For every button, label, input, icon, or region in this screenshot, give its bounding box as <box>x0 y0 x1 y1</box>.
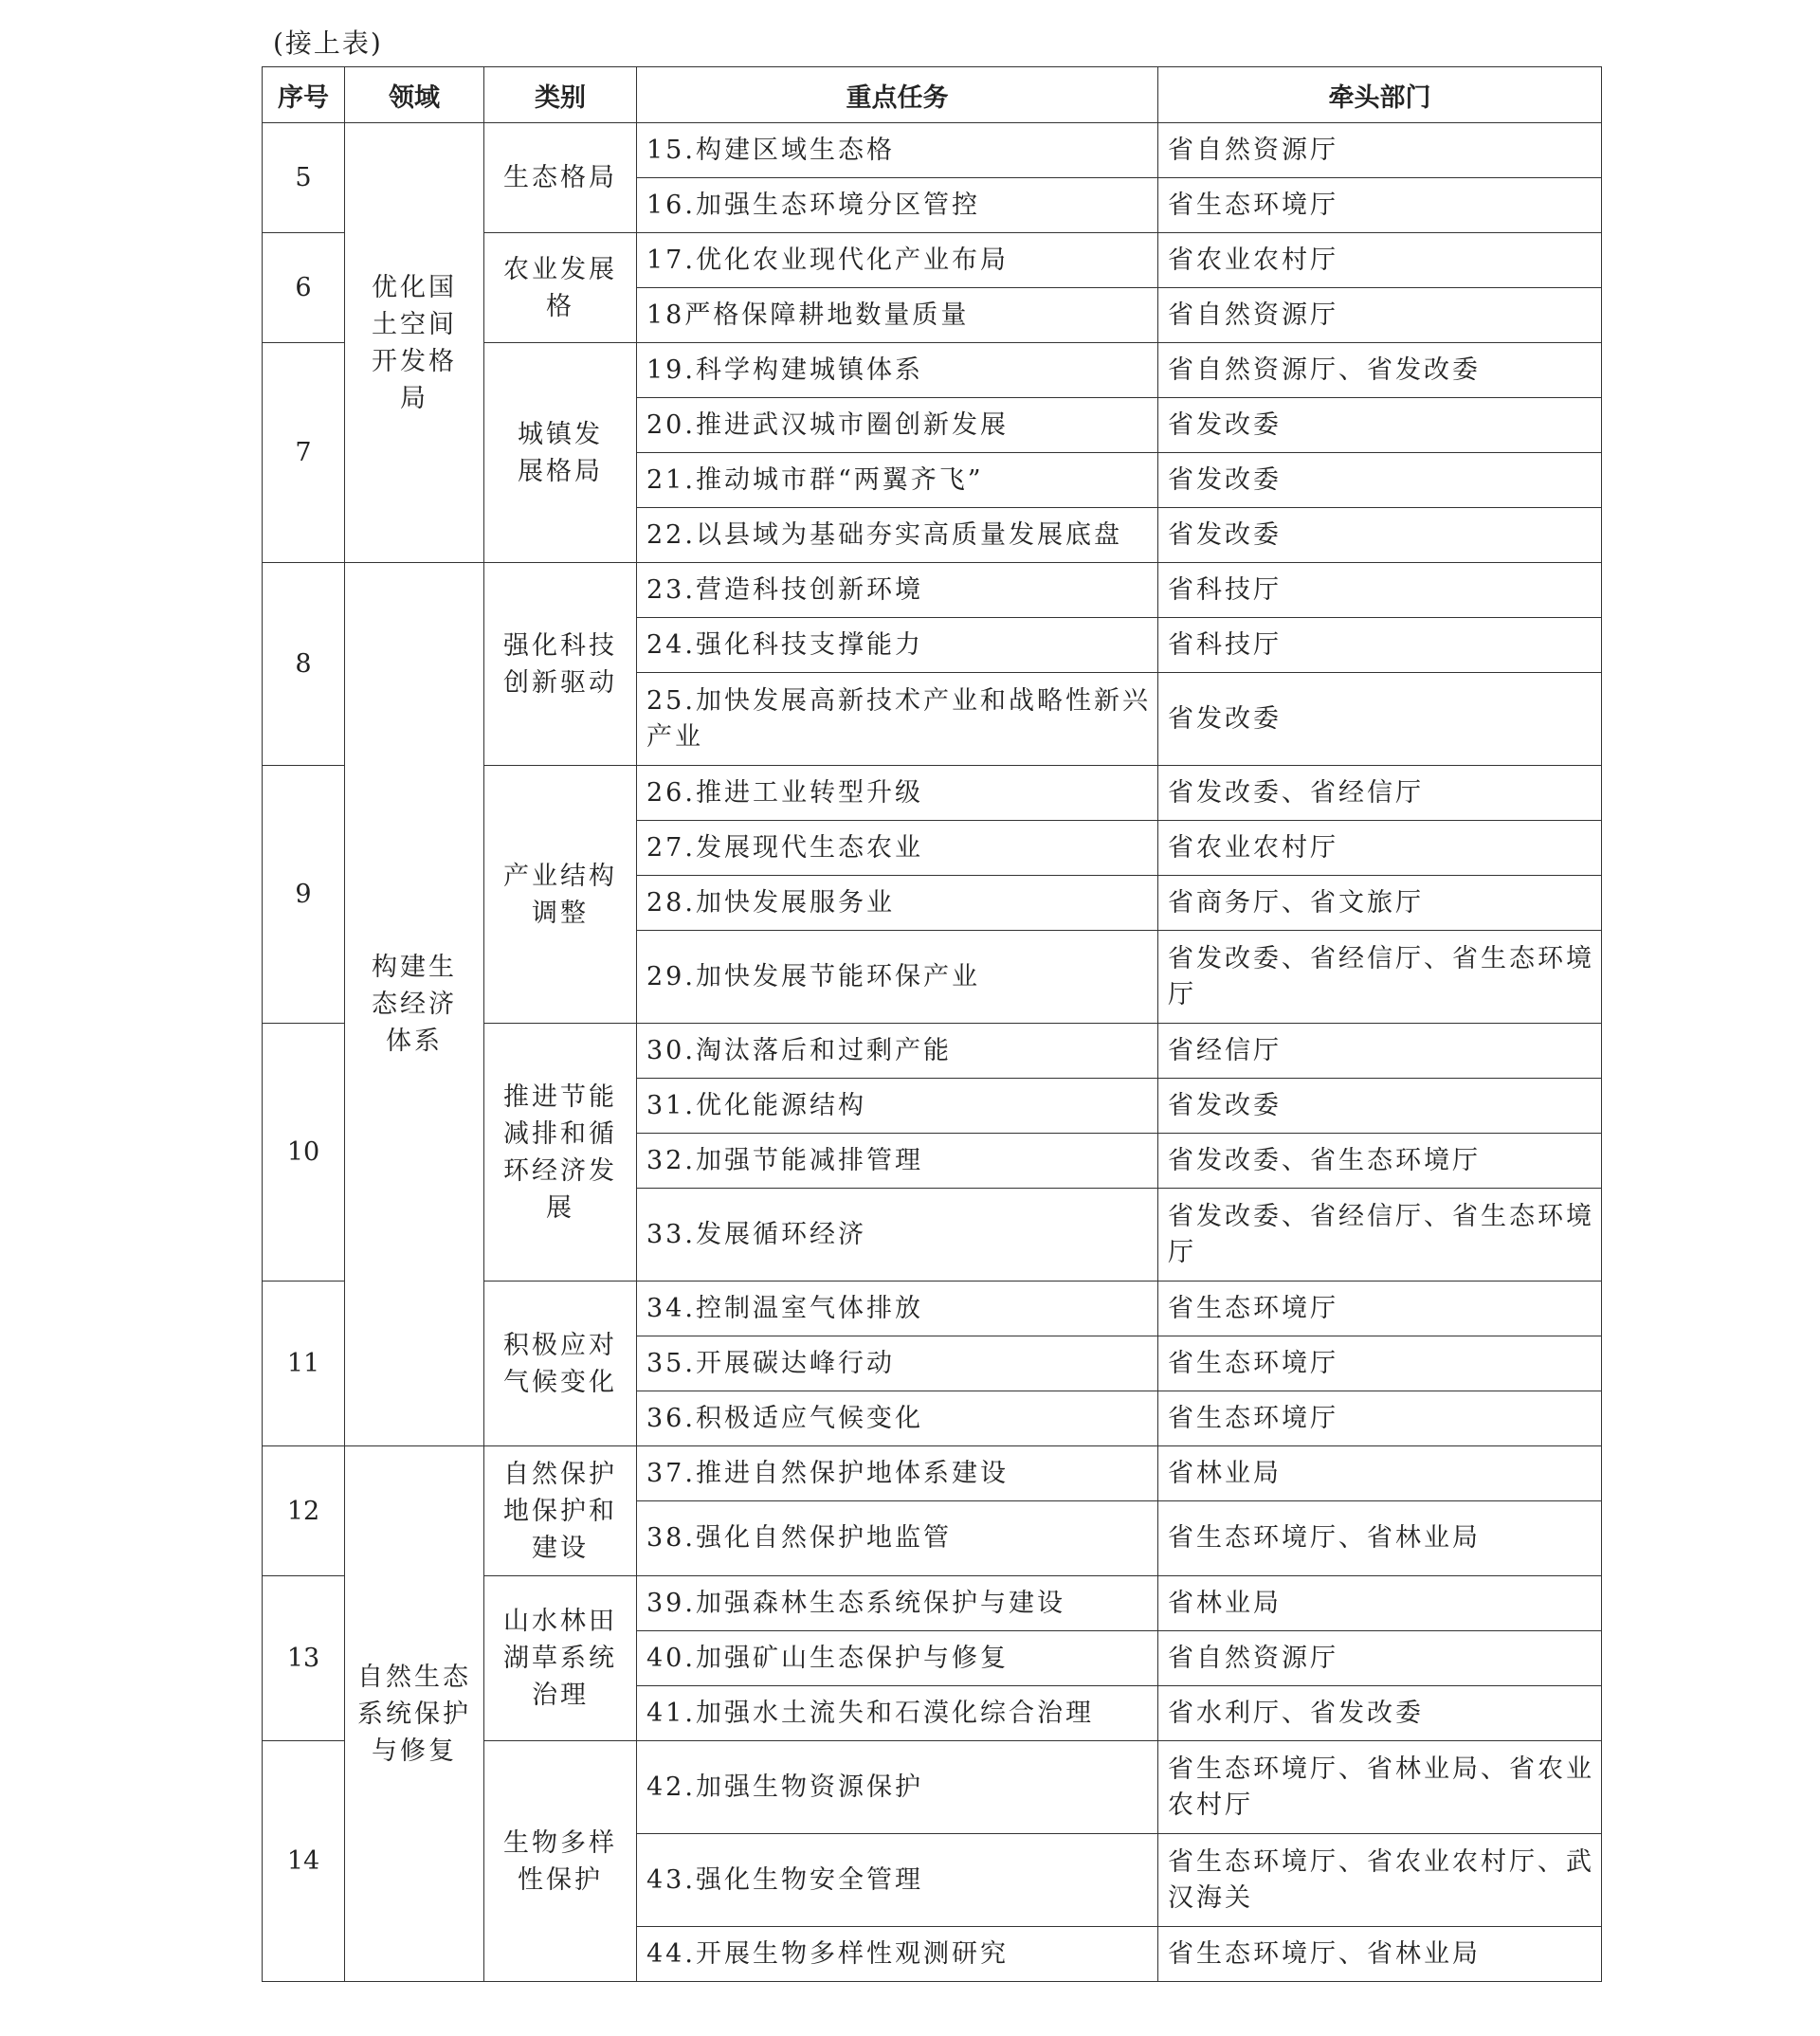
dept-cell: 省科技厅 <box>1158 618 1602 673</box>
table-row <box>263 123 1602 178</box>
category-cell: 产业结构 调整 <box>484 766 637 1024</box>
task-cell: 33.发展循环经济 <box>637 1189 1158 1282</box>
task-cell: 26.推进工业转型升级 <box>637 766 1158 821</box>
row-number: 14 <box>263 1741 345 1982</box>
domain-cell: 构建生 态经济 体系 <box>345 563 484 1446</box>
header-task: 重点任务 <box>637 67 1158 123</box>
task-cell: 39.加强森林生态系统保护与建设 <box>637 1576 1158 1631</box>
dept-cell: 省生态环境厅、省林业局 <box>1158 1927 1602 1982</box>
domain-cell: 优化国 土空间 开发格 局 <box>345 123 484 563</box>
dept-cell: 省自然资源厅 <box>1158 123 1602 178</box>
dept-cell: 省林业局 <box>1158 1446 1602 1501</box>
header-domain: 领域 <box>345 67 484 123</box>
dept-cell: 省发改委、省经信厅、省生态环境 厅 <box>1158 1189 1602 1282</box>
task-cell: 31.优化能源结构 <box>637 1079 1158 1134</box>
task-cell: 24.强化科技支撑能力 <box>637 618 1158 673</box>
task-cell: 18严格保障耕地数量质量 <box>637 288 1158 343</box>
dept-cell: 省发改委 <box>1158 1079 1602 1134</box>
domain-cell: 自然生态 系统保护 与修复 <box>345 1446 484 1982</box>
header-dept: 牵头部门 <box>1158 67 1602 123</box>
row-number: 13 <box>263 1576 345 1741</box>
task-cell: 30.淘汰落后和过剩产能 <box>637 1024 1158 1079</box>
dept-cell: 省生态环境厅、省林业局 <box>1158 1501 1602 1576</box>
dept-cell: 省生态环境厅 <box>1158 178 1602 233</box>
dept-cell: 省自然资源厅、省发改委 <box>1158 343 1602 398</box>
dept-cell: 省发改委 <box>1158 508 1602 563</box>
task-cell: 44.开展生物多样性观测研究 <box>637 1927 1158 1982</box>
task-cell: 25.加快发展高新技术产业和战略性新兴 产业 <box>637 673 1158 766</box>
task-cell: 21.推动城市群“两翼齐飞” <box>637 453 1158 508</box>
row-number: 8 <box>263 563 345 766</box>
category-cell: 积极应对 气候变化 <box>484 1282 637 1446</box>
dept-cell: 省生态环境厅、省农业农村厅、武 汉海关 <box>1158 1834 1602 1927</box>
row-number: 12 <box>263 1446 345 1576</box>
category-cell: 生物多样 性保护 <box>484 1741 637 1982</box>
task-cell: 29.加快发展节能环保产业 <box>637 931 1158 1024</box>
task-cell: 40.加强矿山生态保护与修复 <box>637 1631 1158 1686</box>
dept-cell: 省自然资源厅 <box>1158 1631 1602 1686</box>
dept-cell: 省发改委 <box>1158 673 1602 766</box>
task-cell: 16.加强生态环境分区管控 <box>637 178 1158 233</box>
table-row <box>263 563 1602 618</box>
table-header-row <box>263 67 1602 123</box>
dept-cell: 省水利厅、省发改委 <box>1158 1686 1602 1741</box>
task-cell: 28.加快发展服务业 <box>637 876 1158 931</box>
dept-cell: 省发改委、省生态环境厅 <box>1158 1134 1602 1189</box>
row-number: 11 <box>263 1282 345 1446</box>
category-cell: 自然保护 地保护和 建设 <box>484 1446 637 1576</box>
task-cell: 20.推进武汉城市圈创新发展 <box>637 398 1158 453</box>
dept-cell: 省生态环境厅 <box>1158 1336 1602 1391</box>
dept-cell: 省农业农村厅 <box>1158 233 1602 288</box>
row-number: 6 <box>263 233 345 343</box>
row-number: 9 <box>263 766 345 1024</box>
dept-cell: 省科技厅 <box>1158 563 1602 618</box>
task-cell: 17.优化农业现代化产业布局 <box>637 233 1158 288</box>
task-cell: 19.科学构建城镇体系 <box>637 343 1158 398</box>
dept-cell: 省生态环境厅、省林业局、省农业 农村厅 <box>1158 1741 1602 1834</box>
dept-cell: 省农业农村厅 <box>1158 821 1602 876</box>
task-cell: 34.控制温室气体排放 <box>637 1282 1158 1336</box>
category-cell: 生态格局 <box>484 123 637 233</box>
task-cell: 15.构建区域生态格 <box>637 123 1158 178</box>
dept-cell: 省林业局 <box>1158 1576 1602 1631</box>
task-cell: 37.推进自然保护地体系建设 <box>637 1446 1158 1501</box>
dept-cell: 省商务厅、省文旅厅 <box>1158 876 1602 931</box>
task-cell: 32.加强节能减排管理 <box>637 1134 1158 1189</box>
row-number: 10 <box>263 1024 345 1282</box>
task-cell: 27.发展现代生态农业 <box>637 821 1158 876</box>
row-number: 5 <box>263 123 345 233</box>
key-tasks-table <box>262 66 1602 1982</box>
task-cell: 43.强化生物安全管理 <box>637 1834 1158 1927</box>
dept-cell: 省发改委、省经信厅 <box>1158 766 1602 821</box>
task-cell: 23.营造科技创新环境 <box>637 563 1158 618</box>
dept-cell: 省生态环境厅 <box>1158 1391 1602 1446</box>
dept-cell: 省经信厅 <box>1158 1024 1602 1079</box>
category-cell: 强化科技 创新驱动 <box>484 563 637 766</box>
category-cell: 推进节能 减排和循 环经济发 展 <box>484 1024 637 1282</box>
category-cell: 城镇发 展格局 <box>484 343 637 563</box>
task-cell: 41.加强水土流失和石漠化综合治理 <box>637 1686 1158 1741</box>
dept-cell: 省发改委 <box>1158 398 1602 453</box>
header-no: 序号 <box>263 67 345 123</box>
task-cell: 35.开展碳达峰行动 <box>637 1336 1158 1391</box>
task-cell: 42.加强生物资源保护 <box>637 1741 1158 1834</box>
dept-cell: 省发改委 <box>1158 453 1602 508</box>
task-cell: 22.以县域为基础夯实高质量发展底盘 <box>637 508 1158 563</box>
header-category: 类别 <box>484 67 637 123</box>
task-cell: 36.积极适应气候变化 <box>637 1391 1158 1446</box>
table-row <box>263 1446 1602 1501</box>
dept-cell: 省生态环境厅 <box>1158 1282 1602 1336</box>
row-number: 7 <box>263 343 345 563</box>
dept-cell: 省发改委、省经信厅、省生态环境 厅 <box>1158 931 1602 1024</box>
dept-cell: 省自然资源厅 <box>1158 288 1602 343</box>
category-cell: 农业发展 格 <box>484 233 637 343</box>
task-cell: 38.强化自然保护地监管 <box>637 1501 1158 1576</box>
category-cell: 山水林田 湖草系统 治理 <box>484 1576 637 1741</box>
continuation-note: (接上表) <box>273 27 383 59</box>
